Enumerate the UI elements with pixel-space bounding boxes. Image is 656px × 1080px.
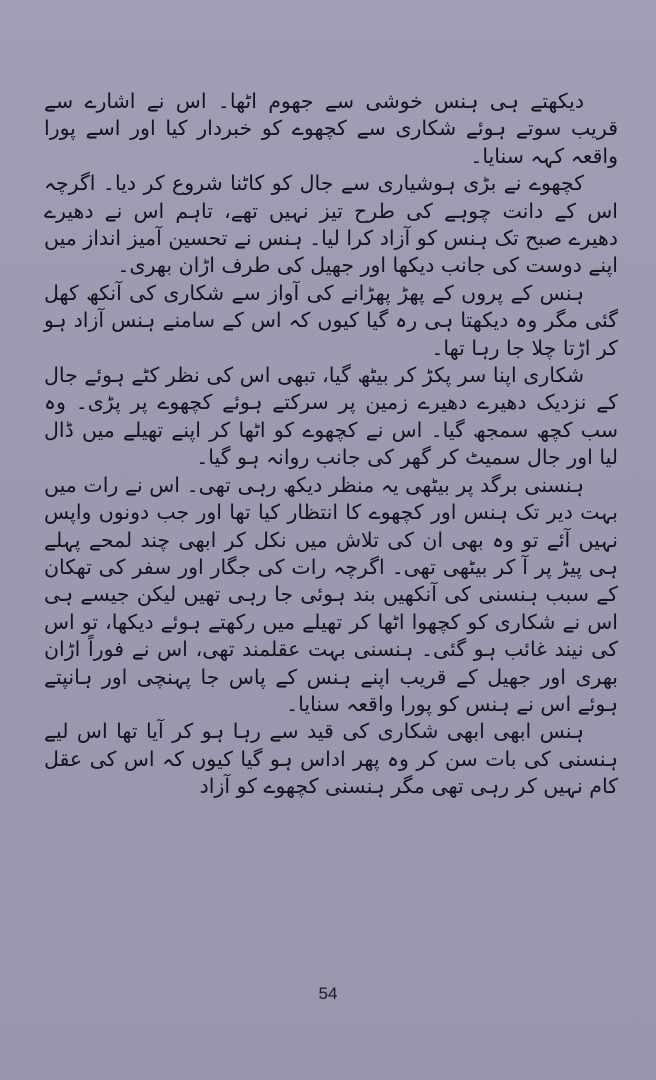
page-number: 54 <box>318 984 338 1003</box>
paragraph-4: شکاری اپنا سر پکڑ کر بیٹھ گیا، تبھی اس کی نظر کٹے ہوئے جال کے نزدیک دھیرے دھیرے زمین پر سرکتے ہوئے کچھوے پر پڑی۔ وہ سب کچھ سمجھ گیا۔ اس نے کچھوے کو اٹھا کر اپنے تھیلے میں ڈال لیا اور جال سمیٹ کر گھر کی جانب روانہ ہو گیا۔ <box>44 363 618 470</box>
paragraph-2: کچھوے نے بڑی ہوشیاری سے جال کو کاٹنا شروع کر دیا۔ اگرچہ اس کے دانت چوہے کی طرح تیز نہیں تھے، تاہم اس نے دھیرے دھیرے صبح تک ہنس کو آزاد کرا لیا۔ ہنس نے تحسین آمیز انداز میں اپنے دوست کی جانب دیکھا اور جھیل کی طرف اڑان بھری۔ <box>44 171 618 278</box>
paragraph-5: ہنسنی برگد پر بیٹھی یہ منظر دیکھ رہی تھی۔ اس نے رات میں بہت دیر تک ہنس اور کچھوے کا انتظار کیا تھا اور جب دونوں واپس نہیں آئے تو وہ بھی ان کی تلاش میں نکل کر ابھی چند لمحے پہلے ہی پیڑ پر آ کر بیٹھی تھی۔ اگرچہ رات کی جگار اور سفر کی تھکان کے سبب ہنسنی کی آنکھیں بند ہوئی جا رہی تھیں لیکن جیسے ہی اس نے شکاری کو کچھوا اٹھا کر تھیلے میں رکھتے ہوئے دیکھا، تو اس کی نیند غائب ہو گئی۔ ہنسنی بہت عقلمند تھی، اس نے فوراً اڑان بھری اور جھیل کے قریب اپنے ہنس کے پاس جا پہنچی اور ہانپتے ہوئے اس نے ہنس کو پورا واقعہ سنایا۔ <box>44 472 618 716</box>
paragraph-1: دیکھتے ہی ہنس خوشی سے جھوم اٹھا۔ اس نے اشارے سے قریب سوتے ہوئے شکاری سے کچھوے کو خبردار کیا اور اسے پورا واقعہ کہہ سنایا۔ <box>44 89 618 168</box>
paragraph-6: ہنس ابھی ابھی شکاری کی قید سے رہا ہو کر آیا تھا اس لیے ہنسنی کی بات سن کر وہ پھر اداس ہو گیا کیوں کہ اس کی عقل کام نہیں کر رہی تھی مگر ہنسنی کچھوے کو آزاد <box>44 719 618 799</box>
story-text <box>44 88 618 801</box>
paragraph-3: ہنس کے پروں کے پھڑ پھڑانے کی آواز سے شکاری کی آنکھ کھل گئی مگر وہ دیکھتا ہی رہ گیا کیوں کہ اس کے سامنے ہنس آزاد ہو کر اڑتا چلا جا رہا تھا۔ <box>44 280 618 360</box>
